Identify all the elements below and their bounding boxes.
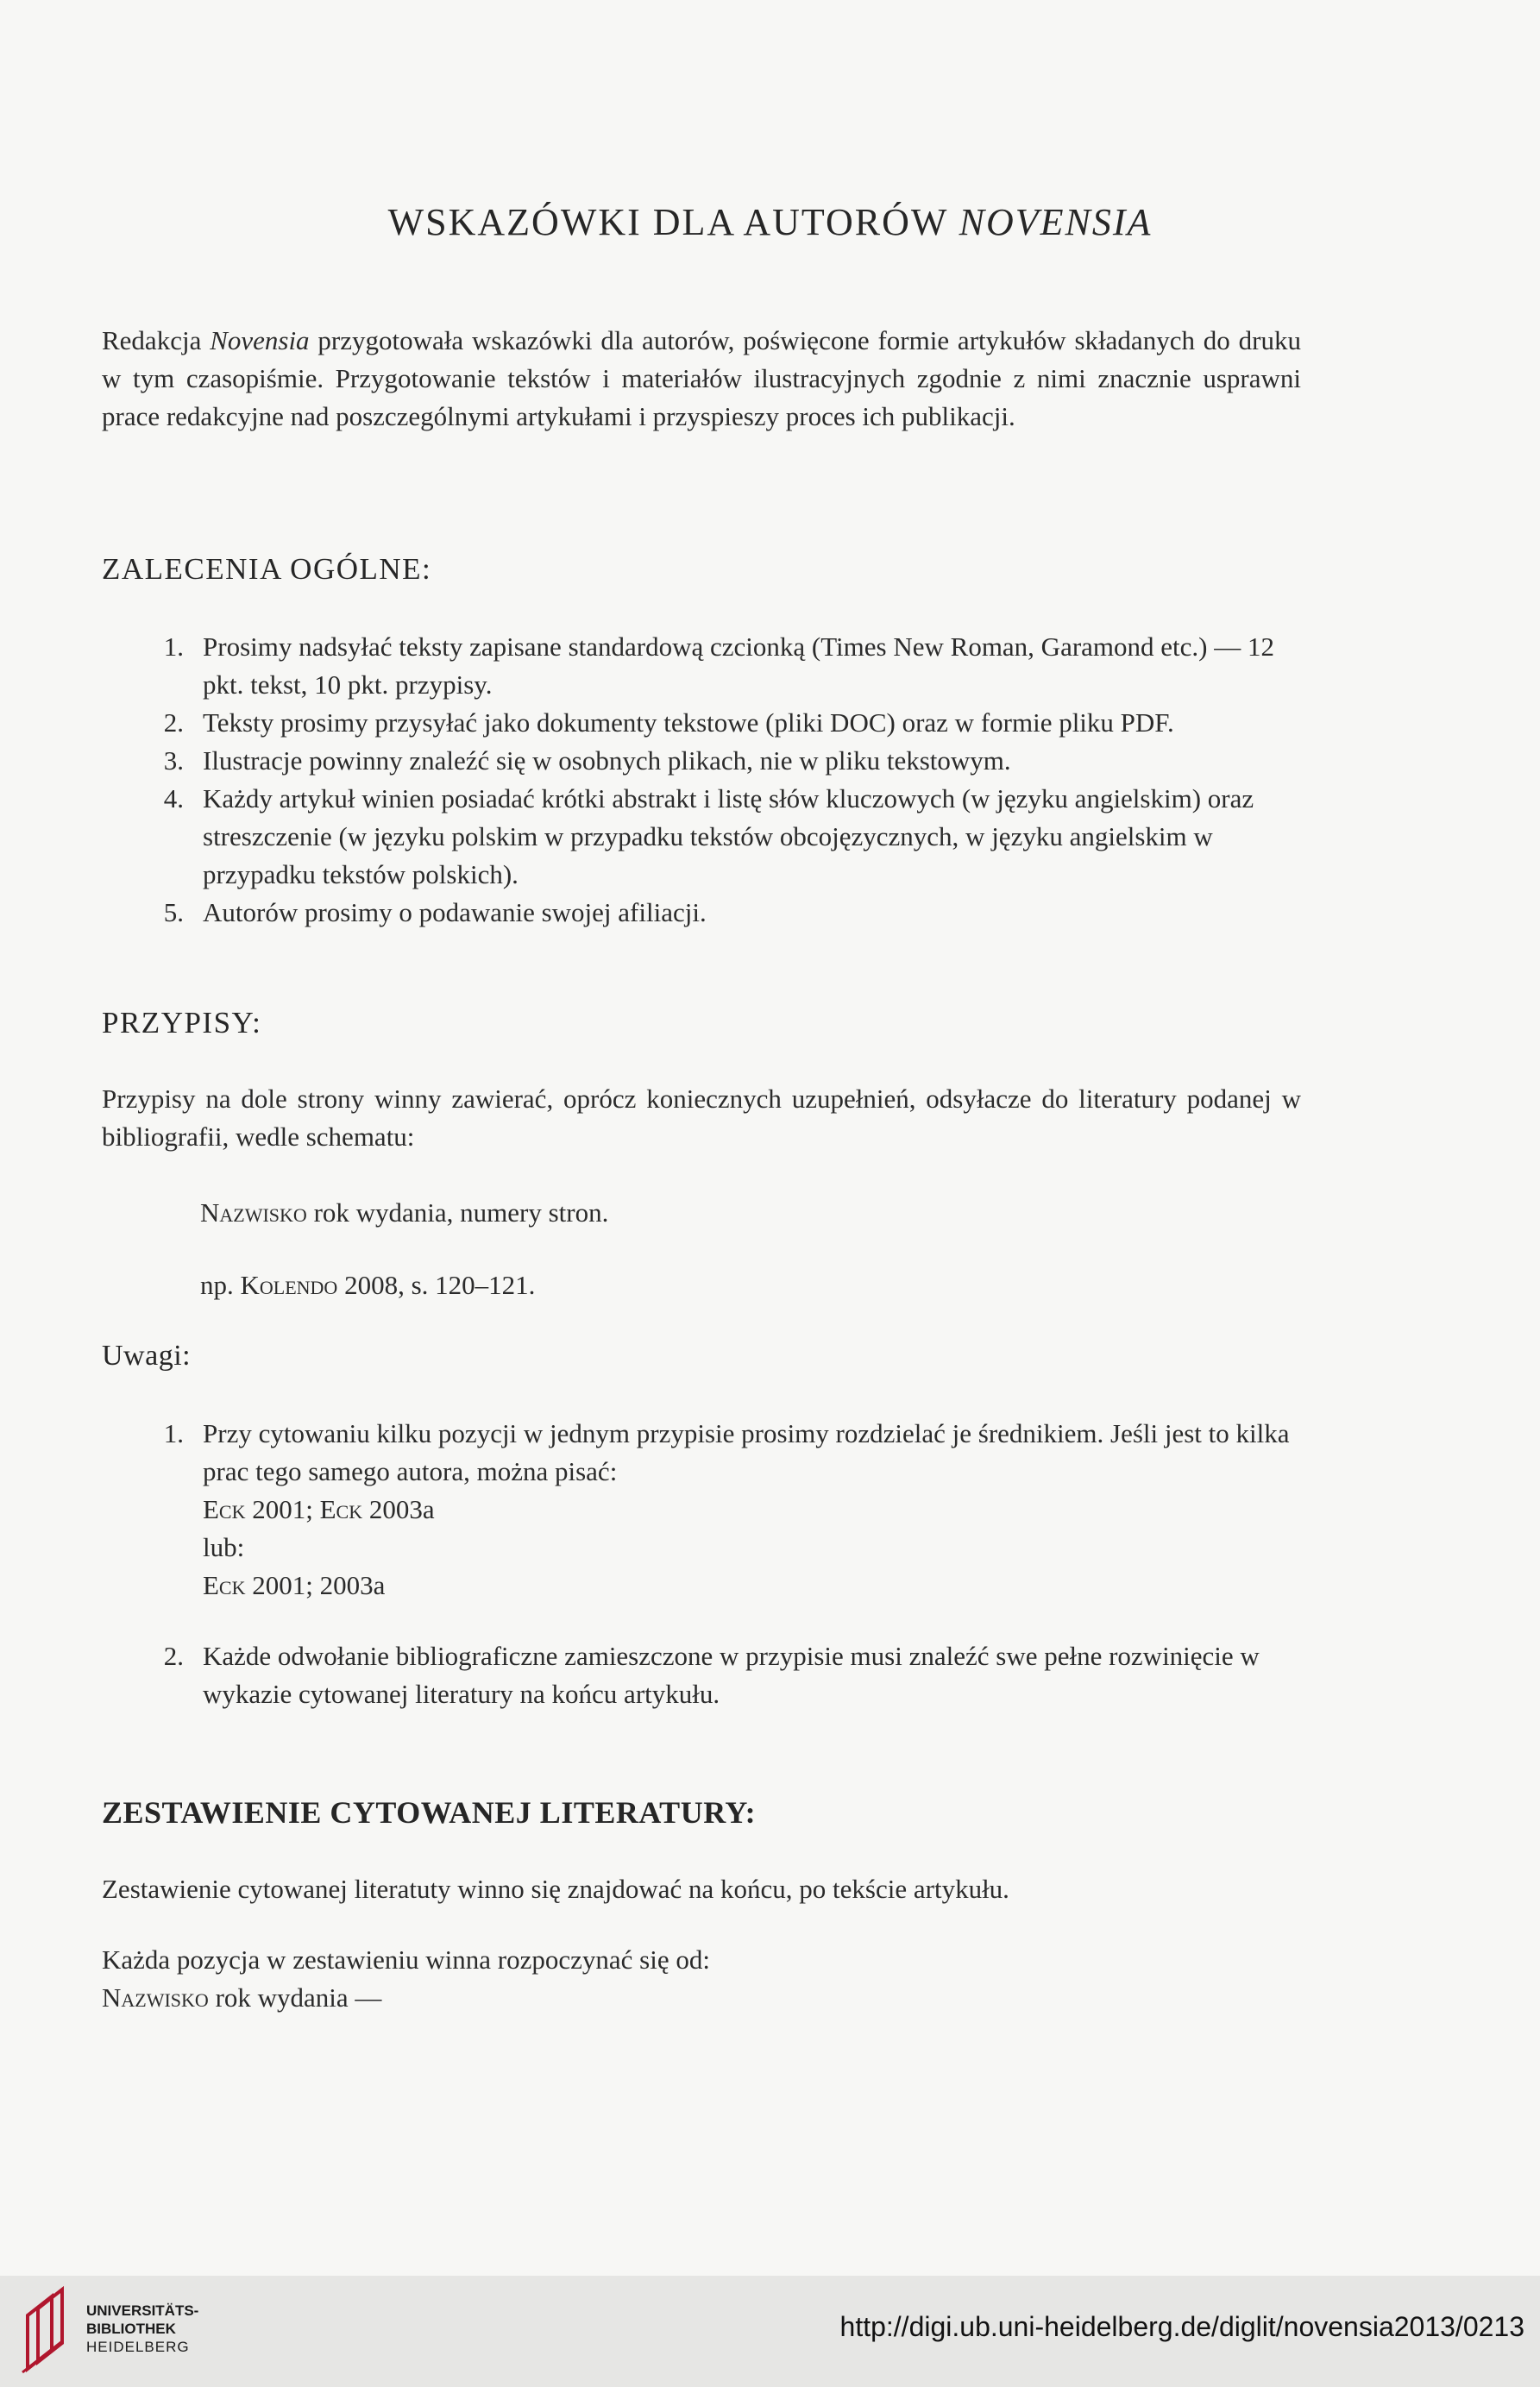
list-text: Autorów prosimy o podawanie swojej afiliacji. [203, 897, 707, 927]
list-text: Każde odwołanie bibliograficzne zamieszczone w przypisie musi znaleźć swe pełne rozwinięcie w wykazie cytowanej literatury na końcu artykułu. [203, 1641, 1260, 1709]
citation-year: 2001; 2003a [245, 1570, 386, 1600]
list-item [163, 704, 1304, 742]
bibliography-heading: ZESTAWIENIE CYTOWANEJ LITERATURY: [102, 1795, 757, 1830]
example-lead: np. [200, 1270, 241, 1300]
library-logo-icon [19, 2286, 79, 2376]
title-italic: NOVENSIA [959, 201, 1153, 243]
permalink-url[interactable]: http://digi.ub.uni-heidelberg.de/diglit/novensia2013/0213 [839, 2311, 1524, 2342]
schema-name: Nazwisko [200, 1197, 307, 1228]
list-item [163, 628, 1304, 704]
list-text: Ilustracje powinny znaleźć się w osobnych plikach, nie w pliku tekstowym. [203, 745, 1011, 776]
footnotes-paragraph: Przypisy na dole strony winny zawierać, oprócz koniecznych uzupełnień, odsyłacze do literatury podanej w bibliografii, wedle schematu: [102, 1084, 1301, 1152]
title-main: WSKAZÓWKI DLA AUTORÓW [387, 201, 959, 243]
citation-example-2 [203, 1570, 385, 1600]
list-number: 2. [163, 707, 184, 738]
library-name-line-1: UNIVERSITÄTS- [86, 2302, 199, 2319]
library-name [86, 2302, 198, 2356]
list-text: Prosimy nadsyłać teksty zapisane standardową czcionką (Times New Roman, Garamond etc.) — 12 pkt. tekst, 10 pkt. przypisy. [203, 631, 1274, 700]
list-text: Przy cytowaniu kilku pozycji w jednym przypisie prosimy rozdzielać je średnikiem. Jeśli jest to kilka prac tego samego autora, można pisać: [203, 1418, 1290, 1486]
citation-name: Eck [319, 1494, 363, 1524]
list-item [163, 742, 1304, 780]
citation-year: 2001; [245, 1494, 320, 1524]
footnotes-heading: PRZYPISY: [102, 1006, 262, 1040]
list-number: 4. [163, 783, 184, 813]
intro-lead: Redakcja [102, 325, 211, 355]
library-name-line-2: BIBLIOTHEK [86, 2321, 176, 2337]
list-number: 3. [163, 745, 184, 776]
list-number: 1. [163, 631, 184, 662]
intro-paragraph [102, 322, 1301, 436]
example-rest: 2008, s. 120–121. [337, 1270, 536, 1300]
list-number: 5. [163, 897, 184, 927]
general-list [163, 628, 1304, 932]
list-text: Teksty prosimy przysyłać jako dokumenty tekstowe (pliki DOC) oraz w formie pliku PDF. [203, 707, 1174, 738]
schema-name: Nazwisko [102, 1982, 209, 2013]
list-number: 1. [163, 1418, 184, 1448]
footnote-schema [200, 1197, 608, 1228]
list-item [163, 780, 1304, 894]
citation-example-1 [203, 1494, 435, 1524]
list-item [163, 894, 1304, 932]
citation-name: Eck [203, 1494, 246, 1524]
citation-name: Eck [203, 1570, 246, 1600]
intro-rest: przygotowała wskazówki dla autorów, poświęcone formie artykułów składanych do druku w tym czasopiśmie. Przygotowanie tekstów i materiałów ilustracyjnych zgodnie z nimi znacznie usprawni prace redakcyjne nad poszczególnymi artykułami i przyspieszy proces ich publikacji. [102, 325, 1301, 431]
remarks-list [163, 1415, 1304, 1713]
list-number: 2. [163, 1641, 184, 1671]
bibliography-text-1: Zestawienie cytowanej literatuty winno się znajdować na końcu, po tekście artykułu. [102, 1874, 1009, 1904]
remarks-heading: Uwagi: [102, 1340, 192, 1372]
list-item [163, 1415, 1304, 1605]
example-name: Kolendo [240, 1270, 338, 1300]
bibliography-schema [102, 1979, 1301, 2017]
or-label: lub: [203, 1532, 245, 1562]
intro-journal-name: Novensia [210, 325, 310, 355]
library-name-line-3: HEIDELBERG [86, 2339, 190, 2355]
schema-rest: rok wydania, numery stron. [306, 1197, 609, 1228]
list-text: Każdy artykuł winien posiadać krótki abstrakt i listę słów kluczowych (w języku angielskim) oraz streszczenie (w języku polskim w przypadku tekstów obcojęzycznych, w języku angielskim w przypadku tekstów polskich). [203, 783, 1254, 889]
footnote-example [200, 1270, 535, 1301]
list-item [163, 1637, 1304, 1713]
citation-year: 2003a [362, 1494, 435, 1524]
page-title [0, 200, 1540, 244]
general-heading: ZALECENIA OGÓLNE: [102, 552, 432, 586]
schema-rest: rok wydania — [208, 1982, 382, 2013]
bibliography-text-2: Każda pozycja w zestawieniu winna rozpoczynać się od: [102, 1944, 710, 1975]
